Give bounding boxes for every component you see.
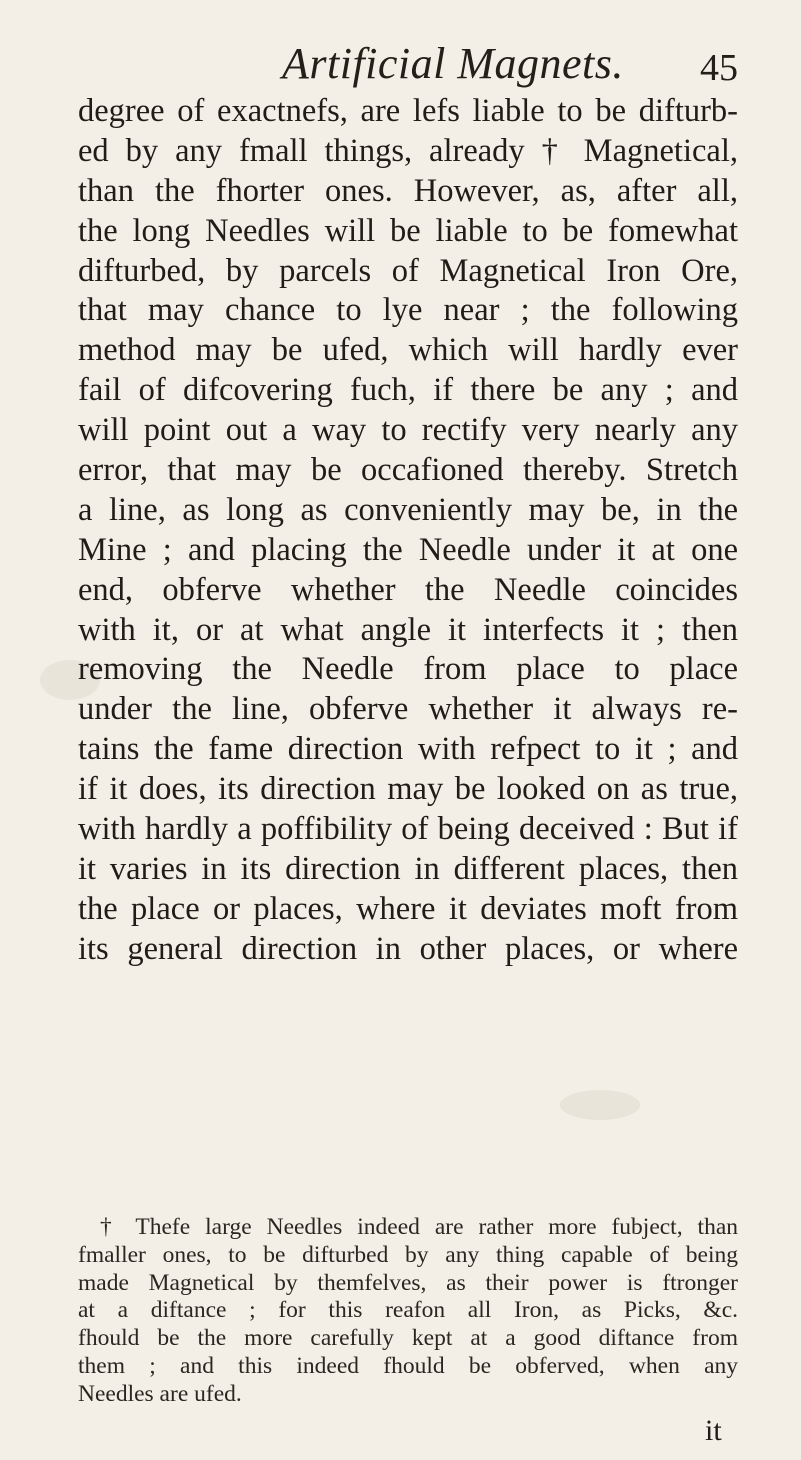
text-line: than the fhorter ones. However, as, after all, — [78, 172, 738, 209]
text-line: the place or places, where it deviates moft from — [78, 890, 738, 927]
text-line: removing the Needle from place to place — [78, 651, 738, 688]
text-line: fail of difcovering fuch, if there be any ; and — [78, 372, 738, 409]
text-line: if it does, its direction may be looked on as true, — [78, 771, 738, 808]
text-line: it varies in its direction in different places, then — [78, 850, 738, 887]
footnote-line: them ; and this indeed fhould be obferved, when any — [78, 1352, 738, 1379]
footnote-line: made Magnetical by themfelves, as their power is ftronger — [78, 1269, 738, 1296]
body-text — [78, 92, 738, 970]
text-line: degree of exactnefs, are lefs liable to be difturb- — [78, 93, 738, 129]
text-line: with hardly a poffibility of being deceived : But if — [78, 811, 738, 848]
text-line: with it, or at what angle it interfects it ; then — [78, 611, 738, 648]
paper-stain — [560, 1090, 640, 1120]
catchword: it — [705, 1414, 722, 1447]
text-line: method may be ufed, which will hardly ever — [78, 332, 738, 369]
text-line: tains the fame direction with refpect to it ; and — [78, 731, 738, 768]
text-line: ed by any fmall things, already † Magnetical, — [78, 132, 738, 169]
footnote-line: Needles are ufed. — [78, 1380, 242, 1407]
text-line: a line, as long as conveniently may be, in the — [78, 491, 738, 528]
footnote-line: † Thefe large Needles indeed are rather more fubject, than — [100, 1214, 738, 1240]
text-line: under the line, obferve whether it always re- — [78, 691, 738, 728]
footnote — [78, 1214, 738, 1409]
page-header — [0, 38, 801, 88]
footnote-line: fmaller ones, to be difturbed by any thing capable of being — [78, 1241, 738, 1268]
footnote-line: fhould be the more carefully kept at a good diftance from — [78, 1325, 738, 1352]
text-line: end, obferve whether the Needle coincides — [78, 571, 738, 608]
page-number: 45 — [700, 47, 738, 89]
text-line: its general direction in other places, or where — [78, 930, 738, 967]
text-line: the long Needles will be liable to be fomewhat — [78, 212, 738, 249]
text-line: difturbed, by parcels of Magnetical Iron Ore, — [78, 252, 738, 289]
text-line: Mine ; and placing the Needle under it at one — [78, 531, 738, 568]
footnote-line: at a diftance ; for this reafon all Iron, as Picks, &c. — [78, 1297, 738, 1324]
text-line: will point out a way to rectify very nearly any — [78, 412, 738, 449]
text-line: error, that may be occafioned thereby. Stretch — [78, 452, 738, 489]
text-line: that may chance to lye near ; the following — [78, 292, 738, 329]
running-title: Artificial Magnets. — [282, 39, 624, 88]
